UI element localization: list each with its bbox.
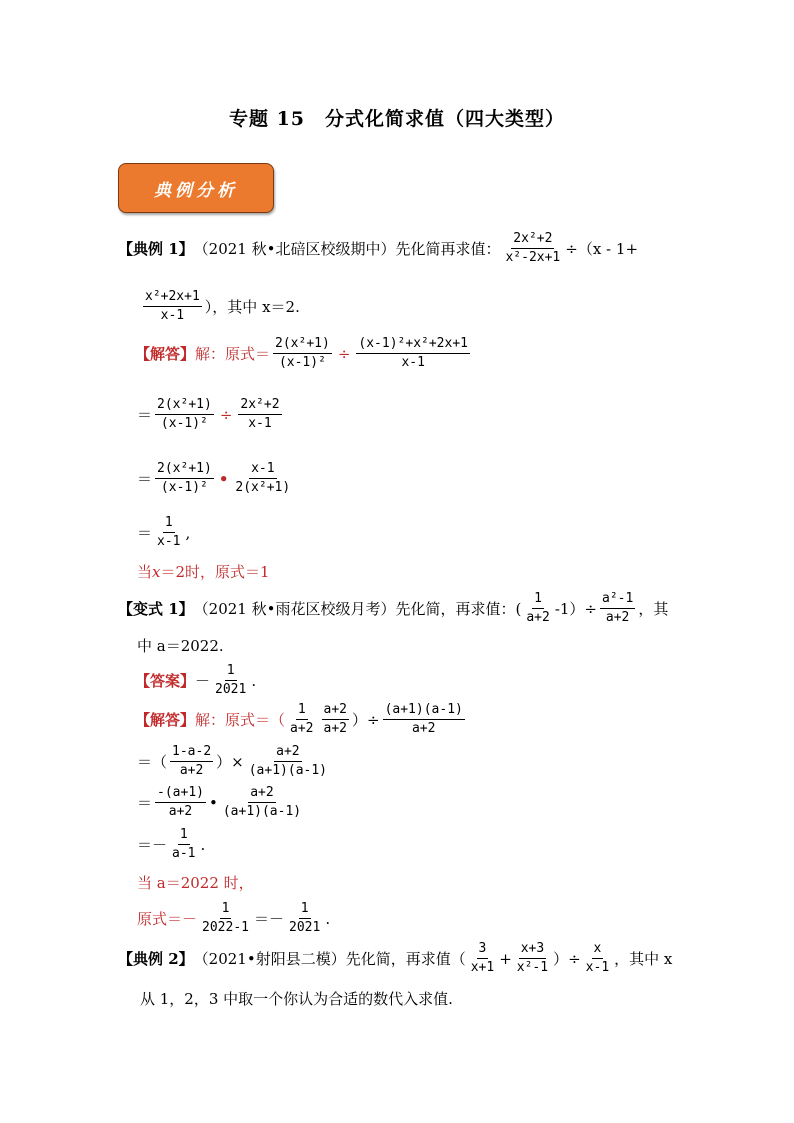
fraction: $\frac{1}{2021}$ [289, 901, 321, 935]
ex1-solution-line2: ＝ $\frac{\text{2(x²+1)}}{\text{(x-1)²}}$ ÷ $\frac{\text{2x²+2}}{x-1}$ [137, 397, 280, 431]
fraction: $\frac{(a+1)(a-1)}{a+2}$ [384, 702, 463, 736]
fraction: $\frac{\text{x²+2x+1}}{x-1}$ [145, 289, 200, 323]
fraction: $\frac{3}{x+1}$ [470, 941, 495, 975]
solution-tag: 【解答】 [135, 345, 196, 363]
fraction: $\frac{-(a+1)}{a+2}$ [157, 785, 204, 819]
ex2-question-line1: 【典例 2】 （2021•射阳县二模）先化简，再求值 （ $\frac{3}{x+1}$ + $\frac{x+3}{\text{x²-1}}$ ）÷ $\frac{x}{x-1}$ ，其中 x [118, 941, 673, 975]
fraction: $\frac{1-a-2}{a+2}$ [172, 744, 212, 778]
var1-when-line: 当 a＝2022 时， [137, 874, 254, 892]
expr-text: ），其中 x＝2. [204, 298, 300, 316]
solution-tag: 【解答】 [135, 711, 196, 729]
multiply-dot: • [218, 469, 229, 488]
ex1-when-line: 当 x ＝ 2 时，原式＝1 [137, 562, 270, 581]
var1-answer-line: 【答案】 － $\frac{1}{2021}$ . [135, 663, 257, 697]
divide-sign: ÷ [219, 405, 233, 424]
fraction: $\frac{x-1}{\text{2(x²+1)}}$ [235, 461, 291, 495]
fraction: $\frac{\text{2(x²+1)}}{\text{(x-1)²}}$ [157, 461, 212, 495]
var1-question-line2: 中 a＝2022. [137, 637, 224, 655]
ex1-question-line1 [118, 232, 638, 265]
fraction: $\frac{1}{a-1}$ [172, 827, 196, 861]
var1-source: （2021 秋•雨花区校级月考）先化简，再求值： [193, 600, 516, 618]
ex1-source: （2021 秋•北碚区校级期中）先化简再求值： [193, 240, 501, 258]
fraction: $\frac{1}{a+2}$ [290, 702, 314, 736]
fraction: $\frac{1}{2021}$ [215, 663, 247, 697]
solution-lead: 解：原式＝（ [195, 711, 286, 729]
fraction: $\frac{x+3}{\text{x²-1}}$ [516, 941, 549, 975]
ex2-source: （2021•射阳县二模）先化简，再求值 [193, 950, 451, 968]
fraction: $\frac{a+2}{(a+1)(a-1)}$ [222, 785, 302, 819]
section-badge: 典例分析 [118, 163, 274, 213]
var1-solution-line3: ＝ $\frac{-(a+1)}{a+2}$ • $\frac{a+2}{(a+1)(a-1)}$ [137, 785, 302, 819]
fraction: $\frac{\text{(x-1)²+x²+2x+1}}{x-1}$ [358, 336, 468, 370]
ex2-question-line2: 从 1，2，3 中取一个你认为合适的数代入求值. [140, 990, 453, 1008]
fraction: $\frac{\text{2(x²+1)}}{\text{(x-1)²}}$ [275, 336, 330, 370]
solution-lead: 解：原式＝ [195, 345, 271, 363]
var1-solution-line4: ＝－ $\frac{1}{a-1}$ . [137, 827, 206, 861]
answer-tag: 【答案】 [135, 672, 196, 690]
ex1-solution-line4: ＝ $\frac{1}{x-1}$ , [137, 515, 191, 549]
fraction: $\frac{x}{x-1}$ [585, 941, 610, 975]
fraction: $\frac{1}{x-1}$ [157, 515, 181, 549]
fraction: $\frac{a+2}{(a+1)(a-1)}$ [248, 744, 328, 778]
ex1-solution-line3: ＝ $\frac{\text{2(x²+1)}}{\text{(x-1)²}}$ • $\frac{x-1}{\text{2(x²+1)}}$ [137, 461, 291, 495]
fraction: $\frac{\text{2(x²+1)}}{\text{(x-1)²}}$ [157, 397, 212, 431]
expr-text: ÷（x - 1+ [565, 240, 639, 258]
fraction: $\frac{\text{2x²+2}}{\text{x²-2x+1}}$ [505, 231, 561, 265]
fraction: $\frac{1}{a+2}$ [526, 591, 550, 625]
var1-tag: 【变式 1】 [118, 600, 194, 618]
fraction: $\frac{1}{2022-1}$ [202, 901, 249, 935]
fraction: $\frac{\text{2x²+2}}{x-1}$ [240, 397, 280, 431]
var1-question-line1: 【变式 1】 （2021 秋•雨花区校级月考）先化简，再求值： ( $\frac{1}{a+2}$ -1）÷ $\frac{\text{a²-1}}{a+2}$ ，其 [118, 591, 669, 625]
page-title: 专题 15 分式化简求值（四大类型） [228, 108, 566, 130]
ex1-tag: 【典例 1】 [118, 240, 194, 258]
multiply-dot: • [208, 793, 218, 812]
divide-sign: ÷ [337, 344, 351, 363]
fraction: $\frac{\text{a²-1}}{a+2}$ [602, 591, 634, 625]
ex2-tag: 【典例 2】 [118, 950, 194, 968]
var1-final-line: 原式＝－ $\frac{1}{2022-1}$ ＝－ $\frac{1}{2021}$ . [137, 901, 331, 935]
var1-solution-line2: ＝（ $\frac{1-a-2}{a+2}$ ）× $\frac{a+2}{(a+1)(a-1)}$ [137, 744, 328, 778]
var1-solution-line1: 【解答】 解：原式＝（ $\frac{1}{a+2}$ $\frac{a+2}{a+2}$ ）÷ $\frac{(a+1)(a-1)}{a+2}$ [135, 702, 463, 736]
ex1-solution-line1 [135, 337, 473, 370]
ex1-question-line2 [140, 290, 300, 323]
fraction: $\frac{a+2}{a+2}$ [323, 702, 347, 736]
